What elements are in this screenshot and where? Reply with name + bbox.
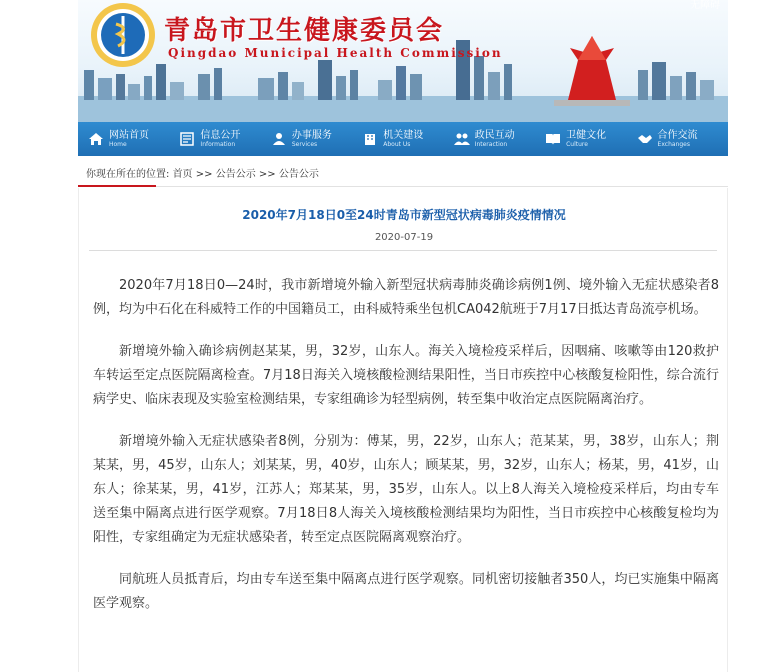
header-banner [78,0,728,122]
article-paragraph: 同航班人员抵青后，均由专车送至集中隔离点进行医学观察。同机密切接触者350人，均已实施集中隔离医学观察。 [93,572,719,611]
nav-item-information[interactable] [179,122,270,156]
site-title-english: Qingdao Municipal Health Commission [168,46,503,60]
nav-item-exchanges[interactable] [637,122,728,156]
article-date: 2020-07-19 [374,232,434,243]
breadcrumb-link-notices[interactable]: 公告公示 [215,169,256,180]
nav-label: 卫健文化 [566,129,607,141]
nav-label: 信息公开 [200,129,241,141]
nav-item-home[interactable] [88,122,179,156]
main-nav [78,122,728,156]
nav-sublabel: About Us [383,140,411,148]
nav-sublabel: Exchanges [657,140,690,148]
user-icon [271,132,287,146]
nav-item-culture[interactable] [545,122,636,156]
nav-label: 网站首页 [109,129,149,141]
breadcrumb-separator: >> [195,169,213,180]
nav-sublabel: Culture [566,140,588,148]
title-divider [89,250,717,251]
nav-sublabel: Information [200,140,236,148]
handshake-icon [637,132,653,146]
nav-label: 办事服务 [291,129,332,141]
nav-label: 合作交流 [657,129,698,141]
nav-sublabel: Services [291,140,318,148]
article-paragraph: 2020年7月18日0—24时，我市新增境外输入新型冠状病毒肺炎确诊病例1例、境外输入无症状感染者8例，均为中石化在科威特工作的中国籍员工，由科威特乘坐包机CA042航班于7月17日抵达青岛流亭机场。 [93,278,719,317]
breadcrumb-link-current[interactable]: 公告公示 [278,169,319,180]
accessibility-link[interactable]: 无障碍 [690,0,720,11]
nav-sublabel: Interaction [474,140,508,148]
breadcrumb-separator: >> [258,169,276,180]
book-icon [545,132,561,146]
article-paragraph: 新增境外输入确诊病例赵某某，男，32岁，山东人。海关入境检疫采样后，因咽痛、咳嗽等由120救护车转运至定点医院隔离检查。7月18日海关入境核酸检测结果阳性，当日市疾控中心核酸复检阳性，综合流行病学史、临床表现及实验室检测结果，专家组确诊为轻型病例，转至集中收治定点医院隔离治疗。 [93,344,719,407]
building-icon [362,132,378,146]
breadcrumb-prefix: 你现在所在的位置: [86,169,170,180]
breadcrumb [78,165,728,187]
health-commission-logo [90,2,156,68]
nav-sublabel: Home [109,140,127,148]
nav-item-about[interactable] [362,122,453,156]
article-title: 2020年7月18日0至24时青岛市新型冠状病毒肺炎疫情情况 [242,208,566,222]
nav-item-services[interactable] [271,122,362,156]
article-body [93,274,719,634]
document-icon [179,132,195,146]
article-container [78,188,728,672]
breadcrumb-link-home[interactable]: 首页 [172,169,193,180]
nav-label: 政民互动 [474,129,515,141]
article-paragraph: 新增境外输入无症状感染者8例，分别为：傅某，男，22岁，山东人；范某某，男，38岁，山东人；荆某某，男，45岁，山东人；刘某某，男，40岁，山东人；顾某某，男，32岁，山东人；杨某，男，41岁，山东人；徐某某，男，41岁，江苏人；郑某某，男，35岁，山东人。以上8人海关入境检疫采样后，均由专车送至集中隔离点进行医学观察。7月18日8人海关入境核酸检测结果均为阳性，当日市疾控中心核酸复检均为阳性，专家组确定为无症状感染者，转至定点医院隔离观察治疗。 [93,434,719,545]
nav-label: 机关建设 [383,129,424,141]
breadcrumb-underline [78,185,156,187]
site-title: 青岛市卫生健康委员会 [164,16,445,46]
home-icon [88,132,104,146]
people-icon [454,132,470,146]
nav-item-interaction[interactable] [454,122,545,156]
